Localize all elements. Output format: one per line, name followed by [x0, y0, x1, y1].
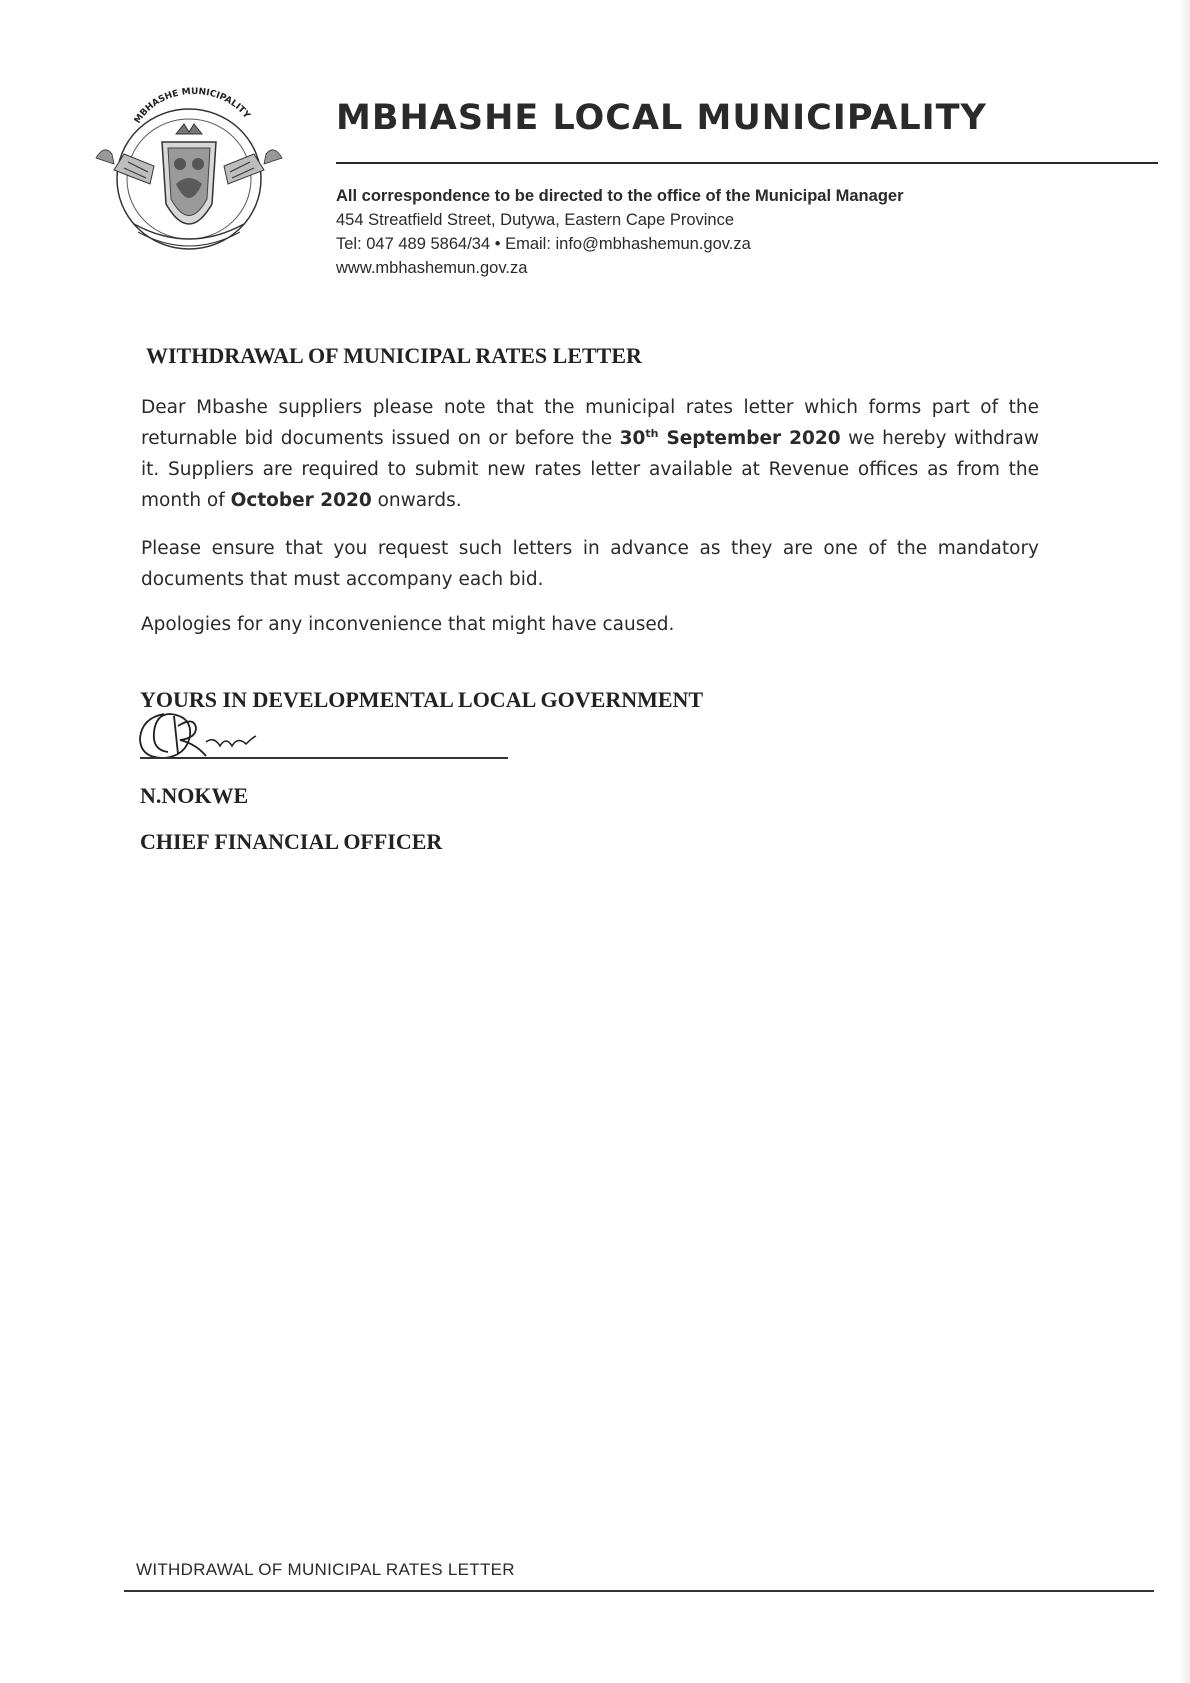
p1-text-b: we hereby withdraw it. Suppliers are required to submit new rates letter available at Revenue offices as from the month of [141, 428, 1039, 511]
p1-text-a: Dear Mbashe suppliers please note that the municipal rates letter which forms part of the returnable bid documents issued on or before the [141, 397, 1039, 449]
p1-month: October 2020 [230, 490, 372, 511]
signatory-title: CHIEF FINANCIAL OFFICER [140, 829, 443, 854]
page-edge-shadow [1180, 0, 1190, 1683]
p1-day-suffix: th [645, 426, 659, 440]
letter-title: WITHDRAWAL OF MUNICIPAL RATES LETTER [146, 343, 642, 368]
contact-line-address: 454 Streatfield Street, Dutywa, Eastern Cape Province [336, 211, 735, 229]
p1-day: 30 [619, 428, 646, 449]
paragraph-1 [141, 392, 1039, 516]
org-name: MBHASHE LOCAL MUNICIPALITY [336, 98, 987, 138]
paragraph-3: Apologies for any inconvenience that might have caused. [141, 614, 675, 635]
contact-block [336, 184, 904, 280]
p1-text-c: onwards. [371, 490, 462, 511]
paragraph-2: Please ensure that you request such letters in advance as they are one of the mandatory documents that must accompany each bid. [141, 538, 1039, 590]
footer-divider [124, 1590, 1154, 1592]
contact-line-website: www.mbhashemun.gov.za [336, 259, 528, 277]
signatory-name: N.NOKWE [140, 783, 249, 808]
contact-line-phone-email: Tel: 047 489 5864/34 • Email: info@mbhashemun.gov.za [336, 235, 751, 253]
signature-line [140, 757, 508, 759]
p1-date: September 2020 [658, 428, 841, 449]
contact-line-correspondence: All correspondence to be directed to the office of the Municipal Manager [336, 187, 904, 205]
header-divider [336, 162, 1158, 164]
footer-label: WITHDRAWAL OF MUNICIPAL RATES LETTER [136, 1560, 515, 1579]
closing-line: YOURS IN DEVELOPMENTAL LOCAL GOVERNMENT [140, 687, 704, 712]
crest-top-text: MBHASHE MUNICIPALITY [132, 86, 252, 126]
municipal-crest-logo [84, 84, 294, 262]
